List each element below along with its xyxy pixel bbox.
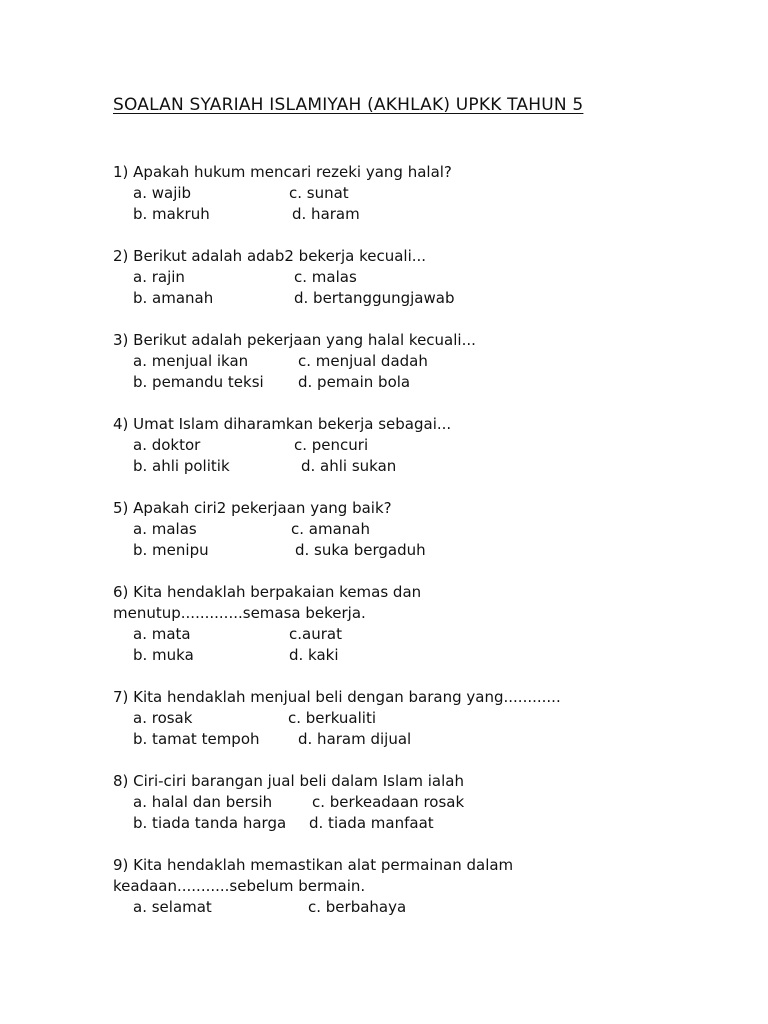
option-a: a. rajin — [133, 268, 185, 286]
question-text: 4) Umat Islam diharamkan bekerja sebagai... — [113, 415, 452, 433]
question-text: 6) Kita hendaklah berpakaian kemas dan — [113, 583, 422, 601]
question-text-continued: keadaan...........sebelum bermain. — [113, 877, 366, 895]
option-a: a. doktor — [133, 436, 201, 454]
option-b: b. pemandu teksi — [133, 373, 264, 391]
question-4 — [113, 414, 451, 477]
options-row — [113, 288, 455, 309]
question-1 — [113, 162, 452, 225]
options-row — [113, 792, 464, 813]
option-d: d. bertanggungjawab — [294, 289, 455, 307]
option-d: d. kaki — [289, 646, 339, 664]
question-text: 1) Apakah hukum mencari rezeki yang halal? — [113, 163, 452, 181]
option-c: c. berbahaya — [308, 898, 407, 916]
question-8 — [113, 771, 464, 834]
question-text: 2) Berikut adalah adab2 bekerja kecuali... — [113, 247, 427, 265]
option-a: a. mata — [133, 625, 191, 643]
document-title: SOALAN SYARIAH ISLAMIYAH (AKHLAK) UPKK TAHUN 5 — [113, 95, 584, 115]
options-row — [113, 351, 476, 372]
option-d: d. haram — [292, 205, 360, 223]
option-b: b. tiada tanda harga — [133, 814, 287, 832]
question-2 — [113, 246, 455, 309]
question-3 — [113, 330, 476, 393]
options-row — [113, 645, 421, 666]
option-b: b. amanah — [133, 289, 214, 307]
options-row — [113, 519, 392, 540]
options-row — [113, 183, 452, 204]
options-row — [113, 540, 426, 561]
option-a: a. wajib — [133, 184, 192, 202]
option-a: a. halal dan bersih — [133, 793, 273, 811]
option-d: d. pemain bola — [298, 373, 411, 391]
question-5 — [113, 498, 426, 561]
option-a: a. menjual ikan — [133, 352, 249, 370]
option-a: a. malas — [133, 520, 197, 538]
option-b: b. ahli politik — [133, 457, 230, 475]
options-row — [113, 372, 476, 393]
question-text: 8) Ciri-ciri barangan jual beli dalam Islam ialah — [113, 772, 464, 790]
option-b: b. tamat tempoh — [133, 730, 260, 748]
question-text: 3) Berikut adalah pekerjaan yang halal kecuali... — [113, 331, 476, 349]
option-d: d. ahli sukan — [301, 457, 397, 475]
options-row — [113, 708, 561, 729]
option-d: d. tiada manfaat — [309, 814, 434, 832]
question-text-continued: menutup.............semasa bekerja. — [113, 604, 366, 622]
question-9 — [113, 855, 513, 918]
option-d: d. suka bergaduh — [295, 541, 426, 559]
options-row — [113, 729, 561, 750]
option-b: b. makruh — [133, 205, 210, 223]
option-c: c. berkualiti — [288, 709, 377, 727]
option-c: c.aurat — [289, 625, 342, 643]
question-7 — [113, 687, 561, 750]
question-text: 7) Kita hendaklah menjual beli dengan barang yang............ — [113, 688, 561, 706]
option-c: c. amanah — [291, 520, 370, 538]
option-c: c. menjual dadah — [298, 352, 428, 370]
options-row — [113, 204, 452, 225]
option-b: b. muka — [133, 646, 194, 664]
options-row — [113, 435, 451, 456]
options-row — [113, 624, 421, 645]
option-b: b. menipu — [133, 541, 209, 559]
options-row — [113, 456, 451, 477]
option-c: c. malas — [294, 268, 357, 286]
option-a: a. selamat — [133, 898, 212, 916]
question-text: 5) Apakah ciri2 pekerjaan yang baik? — [113, 499, 392, 517]
options-row — [113, 897, 513, 918]
question-6 — [113, 582, 421, 666]
question-text: 9) Kita hendaklah memastikan alat permainan dalam — [113, 856, 514, 874]
option-c: c. berkeadaan rosak — [312, 793, 465, 811]
option-c: c. pencuri — [294, 436, 369, 454]
option-c: c. sunat — [289, 184, 349, 202]
option-a: a. rosak — [133, 709, 193, 727]
options-row — [113, 267, 426, 288]
options-row — [113, 813, 464, 834]
option-d: d. haram dijual — [298, 730, 412, 748]
